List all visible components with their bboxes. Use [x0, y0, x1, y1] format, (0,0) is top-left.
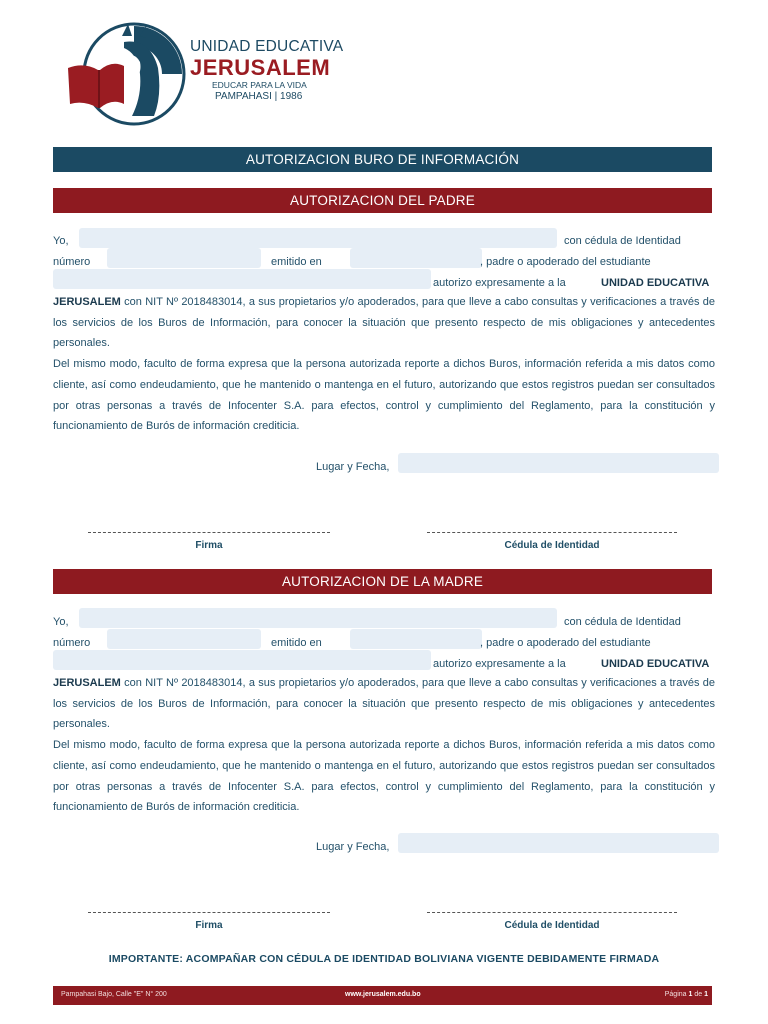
page-label: Página: [664, 991, 687, 998]
cedula-identidad-label: Cédula de Identidad: [504, 920, 600, 931]
school-name-line1: UNIDAD EDUCATIVA: [190, 38, 344, 55]
section-title-madre: AUTORIZACION DE LA MADRE: [53, 569, 712, 594]
numero-label: número: [53, 256, 91, 268]
important-note: IMPORTANTE: ACOMPAÑAR CON CÉDULA DE IDENTIDAD BOLIVIANA VIGENTE DEBIDAMENTE FIRMADA: [108, 953, 660, 965]
paragraph-2: Del mismo modo, faculto de forma expresa que la persona autorizada reporte a dichos Buros, información referida a mis datos como cliente, así como endeudamiento, que he mantenido o mantenga en el futuro, autorizando que estos registros puedan ser consultados por otras personas a través de Infocenter S.A. para efectos, control y cumplimiento del Reglamento, para la constitución y funcionamiento de Burós de información crediticia.: [53, 739, 715, 814]
mother-name-field[interactable]: [79, 608, 557, 628]
father-student-name-field[interactable]: [53, 269, 431, 289]
mother-student-name-field[interactable]: [53, 650, 431, 670]
emitido-label: emitido en: [271, 637, 322, 649]
id-signature-line: [427, 912, 677, 913]
school-name-line2: JERUSALEM: [190, 55, 331, 80]
authorization-text: [53, 673, 715, 818]
section-title-padre: AUTORIZACION DEL PADRE: [53, 188, 712, 213]
father-issued-in-field[interactable]: [350, 248, 482, 268]
father-name-field[interactable]: [79, 228, 557, 248]
mother-issued-in-field[interactable]: [350, 629, 482, 649]
mother-place-date-field[interactable]: [398, 833, 719, 853]
paragraph-2: Del mismo modo, faculto de forma expresa que la persona autorizada reporte a dichos Buros, información referida a mis datos como cliente, así como endeudamiento, que he mantenido o mantenga en el futuro, autorizando que estos registros puedan ser consultados por otras personas a través de Infocenter S.A. para efectos, control y cumplimiento del Reglamento, para la constitución y funcionamiento de Burós de información crediticia.: [53, 358, 715, 433]
authorization-text: [53, 292, 715, 437]
page-current: 1: [688, 991, 693, 998]
cedula-label: con cédula de Identidad: [564, 616, 681, 628]
cedula-label: con cédula de Identidad: [564, 235, 681, 247]
jerusalem-bold: JERUSALEM: [53, 296, 121, 308]
id-signature-line: [427, 532, 677, 533]
page-total: 1: [704, 991, 708, 998]
padre-apoderado-label: , padre o apoderado del estudiante: [480, 637, 651, 649]
footer-bar: [53, 986, 712, 1005]
footer-page-number: [665, 991, 708, 998]
school-place-year: PAMPAHASI | 1986: [215, 91, 303, 102]
cedula-identidad-label: Cédula de Identidad: [504, 540, 600, 551]
jerusalem-bold: JERUSALEM: [53, 677, 121, 689]
emitido-label: emitido en: [271, 256, 322, 268]
footer-website[interactable]: www.jerusalem.edu.bo: [345, 991, 421, 998]
lugar-fecha-label: Lugar y Fecha,: [316, 461, 390, 473]
lugar-fecha-label: Lugar y Fecha,: [316, 841, 390, 853]
paragraph-1-text: con NIT Nº 2018483014, a sus propietarios y/o apoderados, para que lleve a cabo consultas y verificaciones a través de los servicios de los Buros de Información, para conocer la situación que presento respecto de mis obligaciones y antecedentes personales.: [53, 677, 715, 731]
autorizo-label: autorizo expresamente a la: [433, 658, 566, 670]
firma-label: Firma: [195, 920, 223, 931]
autorizo-label: autorizo expresamente a la: [433, 277, 566, 289]
unidad-educativa-bold: UNIDAD EDUCATIVA: [601, 658, 710, 670]
main-title-bar: AUTORIZACION BURO DE INFORMACIÓN: [53, 147, 712, 172]
yo-label: Yo,: [53, 235, 69, 247]
numero-label: número: [53, 637, 91, 649]
school-motto: EDUCAR PARA LA VIDA: [212, 80, 307, 90]
signature-line: [88, 912, 330, 913]
signature-line: [88, 532, 330, 533]
father-id-number-field[interactable]: [107, 248, 261, 268]
yo-label: Yo,: [53, 616, 69, 628]
unidad-educativa-bold: UNIDAD EDUCATIVA: [601, 277, 710, 289]
father-place-date-field[interactable]: [398, 453, 719, 473]
padre-apoderado-label: , padre o apoderado del estudiante: [480, 256, 651, 268]
page-of: de: [694, 991, 703, 998]
paragraph-1-text: con NIT Nº 2018483014, a sus propietarios y/o apoderados, para que lleve a cabo consultas y verificaciones a través de los servicios de los Buros de Información, para conocer la situación que presento respecto de mis obligaciones y antecedentes personales.: [53, 296, 715, 350]
firma-label: Firma: [195, 540, 223, 551]
mother-id-number-field[interactable]: [107, 629, 261, 649]
footer-address: Pampahasi Bajo, Calle "E" N° 200: [61, 991, 167, 998]
